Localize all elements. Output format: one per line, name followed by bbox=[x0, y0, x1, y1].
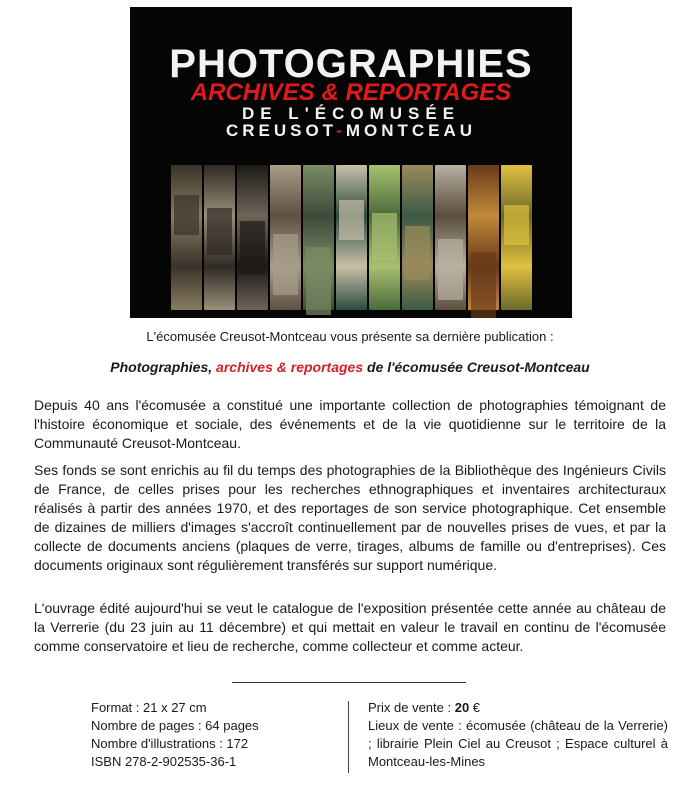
cover-title-line1: PHOTOGRAPHIES bbox=[169, 42, 533, 86]
cover-title-line3: DE L'ÉCOMUSÉE bbox=[241, 104, 461, 123]
intro-text: L'écomusée Creusot-Montceau vous présente sa dernière publication : bbox=[146, 329, 554, 344]
photo-strip bbox=[270, 165, 301, 310]
photo-strip bbox=[501, 165, 532, 310]
photo-strip bbox=[171, 165, 202, 310]
cover-title-line4 bbox=[130, 122, 572, 140]
photo-strip-detail bbox=[438, 239, 463, 300]
cover-image bbox=[130, 7, 572, 318]
sale-details bbox=[368, 699, 668, 771]
price-detail bbox=[368, 699, 668, 717]
photo-strip bbox=[204, 165, 235, 310]
venues-detail: Lieux de vente : écomusée (château de la Verrerie) ; librairie Plein Ciel au Creusot ; Espace culturel à Montceau-les-Mines bbox=[368, 718, 668, 769]
illustrations-detail: Nombre d'illustrations : 172 bbox=[91, 736, 249, 751]
photo-strip-detail bbox=[240, 221, 265, 275]
paragraph-1: Depuis 40 ans l'écomusée a constitué une importante collection de photographies témoignant de l'histoire économique et sociale, des événements et de la vie quotidienne sur le territoire de la Communauté Creusot-Montceau. bbox=[34, 397, 666, 451]
photo-strip-detail bbox=[405, 226, 430, 280]
cover-title-line2: ARCHIVES & REPORTAGES bbox=[190, 79, 512, 106]
cover-title-creusot: CREUSOT bbox=[225, 121, 337, 140]
separator-rule bbox=[232, 682, 466, 683]
photo-strip bbox=[435, 165, 466, 310]
photo-strip-detail bbox=[504, 205, 529, 245]
format-detail: Format : 21 x 27 cm bbox=[91, 700, 207, 715]
photo-strip bbox=[336, 165, 367, 310]
price-value: 20 bbox=[454, 700, 470, 715]
photo-strip-detail bbox=[174, 195, 199, 235]
photo-strip-detail bbox=[339, 200, 364, 240]
publication-title-part3: de l'écomusée Creusot-Montceau bbox=[363, 359, 590, 375]
photo-strip bbox=[369, 165, 400, 310]
photo-strip-detail bbox=[471, 252, 496, 318]
photo-strip bbox=[402, 165, 433, 310]
paragraph-2: Ses fonds se sont enrichis au fil du temps des photographies de la Bibliothèque des Ingénieurs Civils de France, de celles prises pour les recherches ethnographiques et inventaires architecturaux réalisés à partir des années 1970, et des reportages de son service photographique. Cet ensemble de dizaines de milliers d'images s'accroît continuellement par de nouvelles prises de vues, et par la collecte de documents anciens (plaques de verre, tirages, albums de famille ou d'entreprises). Ces documents originaux sont régulièrement transférés sur support numérique. bbox=[34, 462, 666, 573]
paragraph-3: L'ouvrage édité aujourd'hui se veut le catalogue de l'exposition présentée cette année au château de la Verrerie (du 23 juin au 11 décembre) et qui mettait en valeur le travail en continu de l'écomusée comme conservatoire et lieu de recherche, comme collecteur et comme acteur. bbox=[34, 600, 666, 654]
photo-strip bbox=[237, 165, 268, 310]
photo-strip bbox=[468, 165, 499, 310]
photo-strip bbox=[303, 165, 334, 310]
column-divider bbox=[348, 701, 349, 773]
price-label: Prix de vente : bbox=[368, 700, 455, 715]
photo-strip-detail bbox=[273, 234, 298, 295]
publication-title bbox=[0, 359, 700, 375]
cover-title-montceau: MONTCEAU bbox=[345, 121, 477, 140]
publication-title-part1: Photographies, bbox=[110, 359, 217, 375]
isbn-detail: ISBN 278-2-902535-36-1 bbox=[91, 754, 237, 769]
pages-detail: Nombre de pages : 64 pages bbox=[91, 718, 259, 733]
publication-title-highlight: archives & reportages bbox=[216, 359, 364, 375]
book-details bbox=[91, 699, 331, 771]
photo-strip-detail bbox=[207, 208, 232, 255]
cover-title-dash: - bbox=[336, 121, 346, 140]
photo-strips bbox=[171, 165, 533, 310]
photo-strip-detail bbox=[306, 247, 331, 315]
price-currency: € bbox=[469, 700, 481, 715]
photo-strip-detail bbox=[372, 213, 397, 260]
